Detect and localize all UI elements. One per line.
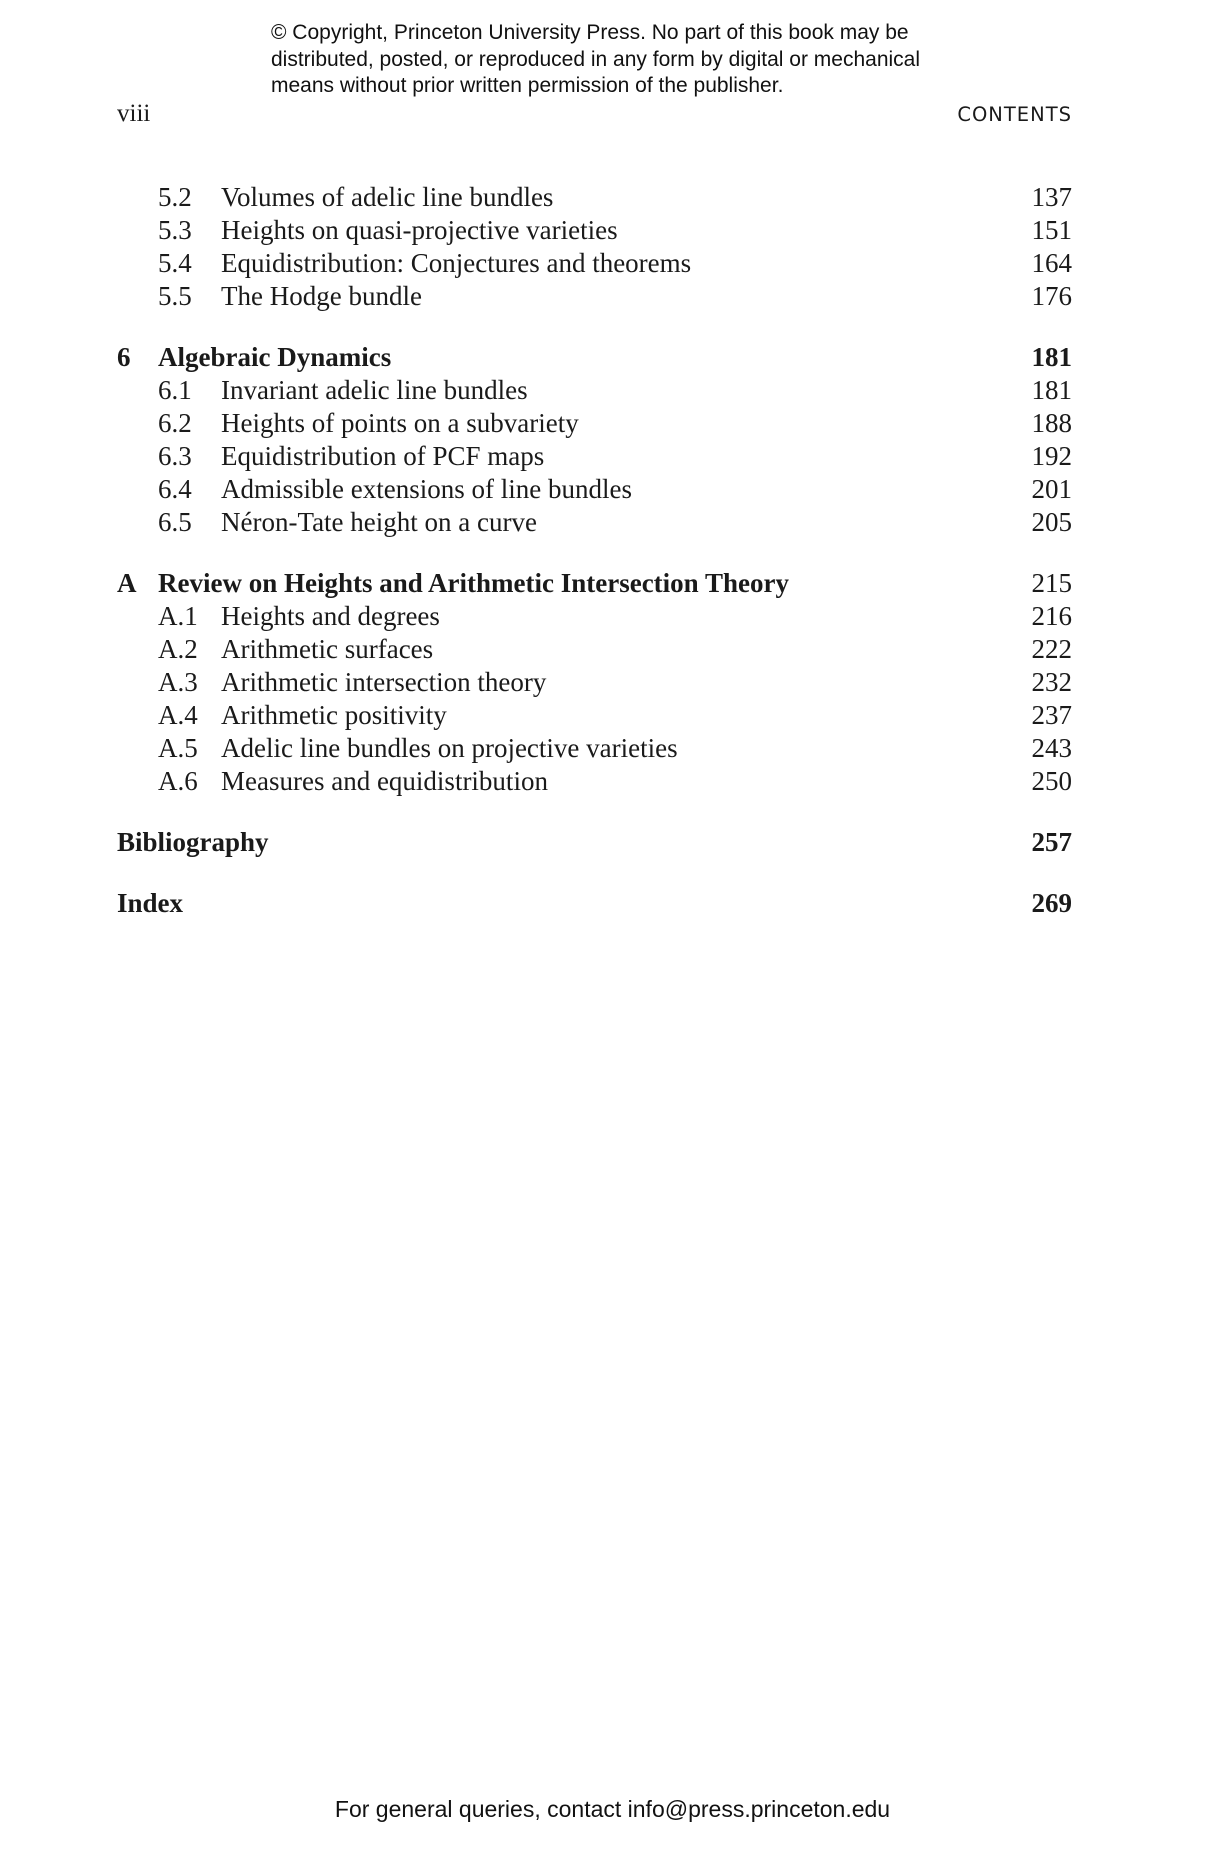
toc-entry-number: 5.5 — [158, 281, 192, 311]
table-of-contents — [117, 181, 1072, 920]
toc-entry-page: 164 — [1031, 248, 1072, 278]
toc-entry-number: A.2 — [158, 634, 198, 664]
toc-entry-title: Volumes of adelic line bundles — [221, 182, 554, 212]
toc-entry-number: A.1 — [158, 601, 198, 631]
toc-chapter-number: 6 — [117, 342, 131, 372]
toc-entry-title: The Hodge bundle — [221, 281, 422, 311]
toc-entry[interactable] — [117, 633, 1072, 666]
toc-entry-number: A.6 — [158, 766, 198, 796]
copyright-line: means without prior written permission of the publisher. — [271, 74, 784, 97]
toc-entry[interactable] — [117, 181, 1072, 214]
toc-bibliography[interactable] — [117, 826, 1072, 859]
toc-entry-number: A.3 — [158, 667, 198, 697]
toc-appendix-a[interactable] — [117, 567, 1072, 600]
toc-entry-title: Heights of points on a subvariety — [221, 408, 579, 438]
copyright-line: © Copyright, Princeton University Press. No part of this book may be — [271, 21, 909, 44]
toc-entry-number: 5.4 — [158, 248, 192, 278]
toc-entry-title: Heights on quasi-projective varieties — [221, 215, 618, 245]
toc-entry-number: 6.2 — [158, 408, 192, 438]
toc-index-title: Index — [117, 888, 184, 918]
toc-entry-title: Admissible extensions of line bundles — [221, 474, 632, 504]
toc-bibliography-title: Bibliography — [117, 827, 269, 857]
copyright-notice — [271, 20, 991, 100]
toc-entry-page: 176 — [1031, 281, 1072, 311]
toc-entry-number: 6.1 — [158, 375, 192, 405]
page-number: viii — [117, 100, 151, 127]
toc-entry-title: Arithmetic intersection theory — [221, 667, 547, 697]
toc-entry-page: 188 — [1031, 408, 1072, 438]
toc-entry-page: 237 — [1031, 700, 1072, 730]
toc-entry-page: 192 — [1031, 441, 1072, 471]
toc-entry-page: 250 — [1031, 766, 1072, 796]
toc-entry[interactable] — [117, 407, 1072, 440]
toc-entry-page: 243 — [1031, 733, 1072, 763]
toc-entry[interactable] — [117, 600, 1072, 633]
toc-entry-title: Arithmetic positivity — [221, 700, 447, 730]
toc-entry[interactable] — [117, 699, 1072, 732]
toc-entry[interactable] — [117, 440, 1072, 473]
toc-chapter-title: Review on Heights and Arithmetic Intersection Theory — [158, 568, 789, 598]
toc-entry-page: 205 — [1031, 507, 1072, 537]
toc-entry[interactable] — [117, 473, 1072, 506]
toc-entry-title: Néron-Tate height on a curve — [221, 507, 537, 537]
toc-entry-title: Heights and degrees — [221, 601, 440, 631]
toc-entry-page: 232 — [1031, 667, 1072, 697]
copyright-line: distributed, posted, or reproduced in any form by digital or mechanical — [271, 47, 921, 71]
toc-entry-page: 181 — [1031, 375, 1072, 405]
toc-entry-number: A.4 — [158, 700, 198, 730]
toc-entry-title: Equidistribution: Conjectures and theorems — [221, 248, 692, 278]
toc-entry-number: 6.3 — [158, 441, 192, 471]
toc-chapter-page: 215 — [1031, 568, 1072, 598]
toc-entry[interactable] — [117, 666, 1072, 699]
toc-index-page: 269 — [1031, 888, 1072, 918]
toc-index[interactable] — [117, 887, 1072, 920]
toc-entry-page: 151 — [1031, 215, 1072, 245]
toc-entry-title: Measures and equidistribution — [221, 766, 548, 796]
toc-entry-number: 5.2 — [158, 182, 192, 212]
toc-entry-number: A.5 — [158, 733, 198, 763]
toc-chapter-number: A — [117, 568, 137, 598]
toc-entry-number: 6.5 — [158, 507, 192, 537]
toc-entry-number: 6.4 — [158, 474, 192, 504]
toc-entry-title: Adelic line bundles on projective varieties — [221, 733, 678, 763]
running-head — [117, 100, 1072, 130]
toc-entry-number: 5.3 — [158, 215, 192, 245]
toc-entry-title: Equidistribution of PCF maps — [221, 441, 545, 471]
toc-entry-page: 222 — [1031, 634, 1072, 664]
toc-entry-page: 201 — [1031, 474, 1072, 504]
toc-entry[interactable] — [117, 506, 1072, 539]
toc-entry[interactable] — [117, 214, 1072, 247]
toc-entry[interactable] — [117, 374, 1072, 407]
toc-entry-title: Arithmetic surfaces — [221, 634, 434, 664]
toc-entry-page: 137 — [1031, 182, 1072, 212]
footer-contact: For general queries, contact info@press.princeton.edu — [334, 1796, 891, 1822]
running-head-section: CONTENTS — [957, 103, 1072, 126]
toc-chapter-6[interactable] — [117, 341, 1072, 374]
toc-entry-page: 216 — [1031, 601, 1072, 631]
toc-entry[interactable] — [117, 280, 1072, 313]
toc-entry[interactable] — [117, 732, 1072, 765]
toc-entry-title: Invariant adelic line bundles — [221, 375, 528, 405]
toc-bibliography-page: 257 — [1031, 827, 1072, 857]
toc-chapter-page: 181 — [1031, 342, 1072, 372]
toc-chapter-title: Algebraic Dynamics — [158, 342, 392, 372]
toc-entry[interactable] — [117, 247, 1072, 280]
toc-entry[interactable] — [117, 765, 1072, 798]
